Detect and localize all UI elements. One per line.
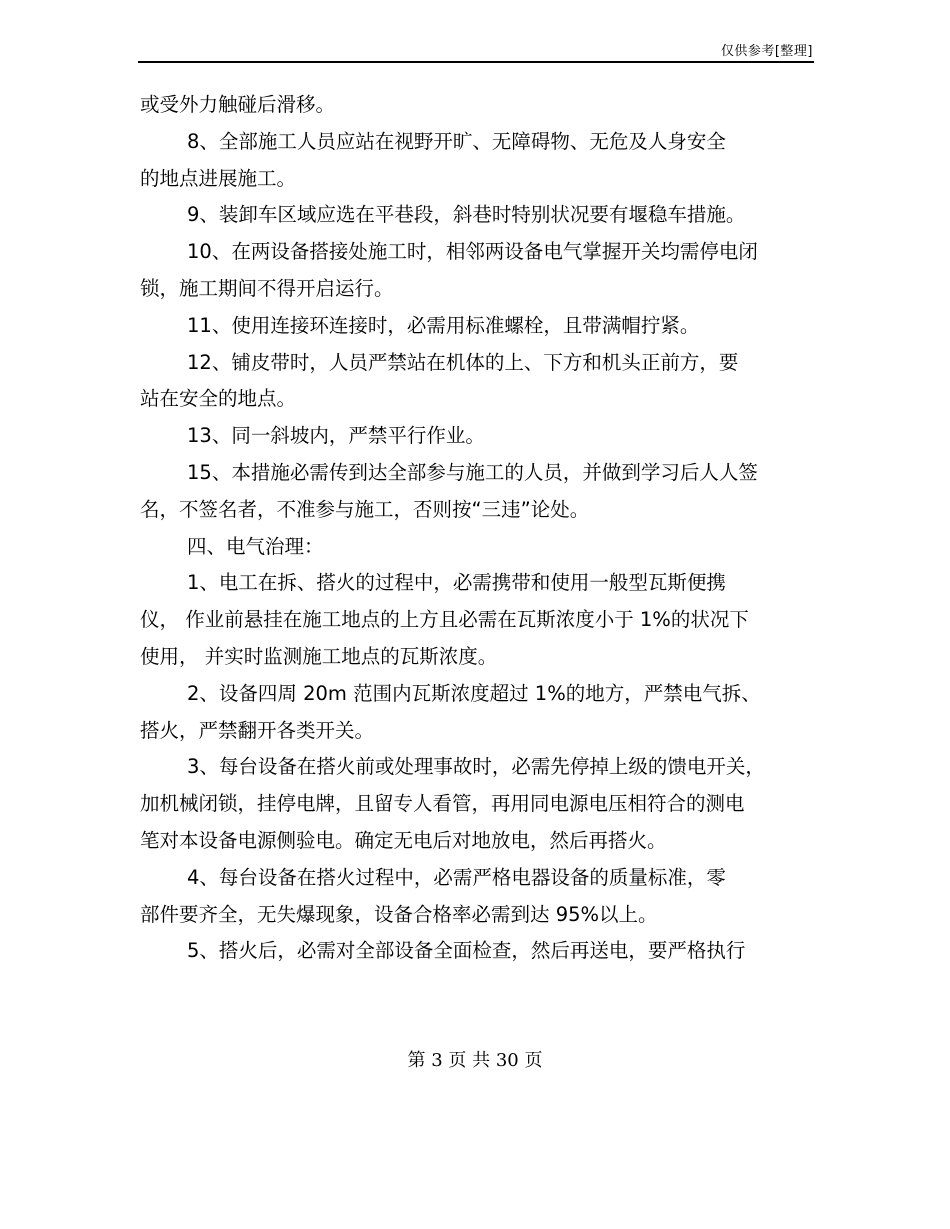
section-heading: 四、电气治理： [187, 534, 324, 558]
text-line: 名，不签名者，不准参与施工，否则按“三违”论处。 [140, 497, 590, 521]
page-header: 仅供参考[整理] [720, 44, 813, 59]
text-line: 1、电工在拆、搭火的过程中，必需携带和使用一般型瓦斯便携 [187, 571, 726, 595]
text-line: 笔对本设备电源侧验电。确定无电后对地放电，然后再搭火。 [140, 828, 667, 852]
text-line: 锁，施工期间不得开启运行。 [140, 276, 394, 300]
text-line: 3、每台设备在搭火前或处理事故时，必需先停掉上级的馈电开关， [187, 755, 765, 779]
text-line: 12、铺皮带时，人员严禁站在机体的上、下方和机头正前方，要 [187, 350, 739, 374]
text-line: 10、在两设备搭接处施工时，相邻两设备电气掌握开关均需停电闭 [187, 240, 758, 264]
text-line: 仪， 作业前悬挂在施工地点的上方且必需在瓦斯浓度小于 1%的状况下 [140, 608, 749, 632]
text-line: 的地点进展施工。 [140, 166, 297, 190]
text-line: 15、本措施必需传到达全部参与施工的人员，并做到学习后人人签 [187, 460, 758, 484]
header-rule [138, 61, 814, 63]
text-line: 加机械闭锁，挂停电牌，且留专人看管，再用同电源电压相符合的测电 [140, 792, 745, 816]
text-line: 8、全部施工人员应站在视野开旷、无障碍物、无危及人身安全 [187, 129, 726, 153]
text-line: 部件要齐全，无失爆现象，设备合格率必需到达 95%以上。 [140, 902, 658, 926]
text-line: 站在安全的地点。 [140, 387, 297, 411]
text-line: 13、同一斜坡内，严禁平行作业。 [187, 424, 485, 448]
page-number: 第 3 页 共 30 页 [407, 1050, 543, 1071]
text-line: 4、每台设备在搭火过程中，必需严格电器设备的质量标准，零 [187, 865, 726, 889]
text-line: 或受外力触碰后滑移。 [140, 93, 336, 116]
document-body [140, 87, 830, 970]
text-line: 搭火，严禁翻开各类开关。 [140, 718, 375, 742]
text-line: 2、设备四周 20m 范围内瓦斯浓度超过 1%的地方，严禁电气拆、 [187, 681, 761, 705]
text-line: 5、搭火后，必需对全部设备全面检查，然后再送电，要严格执行 [187, 939, 746, 963]
text-line: 9、装卸车区域应选在平巷段，斜巷时特别状况要有堰稳车措施。 [187, 203, 746, 227]
text-line: 11、使用连接环连接时，必需用标准螺栓，且带满帽拧紧。 [187, 313, 700, 337]
text-line: 使用， 并实时监测施工地点的瓦斯浓度。 [140, 644, 498, 668]
